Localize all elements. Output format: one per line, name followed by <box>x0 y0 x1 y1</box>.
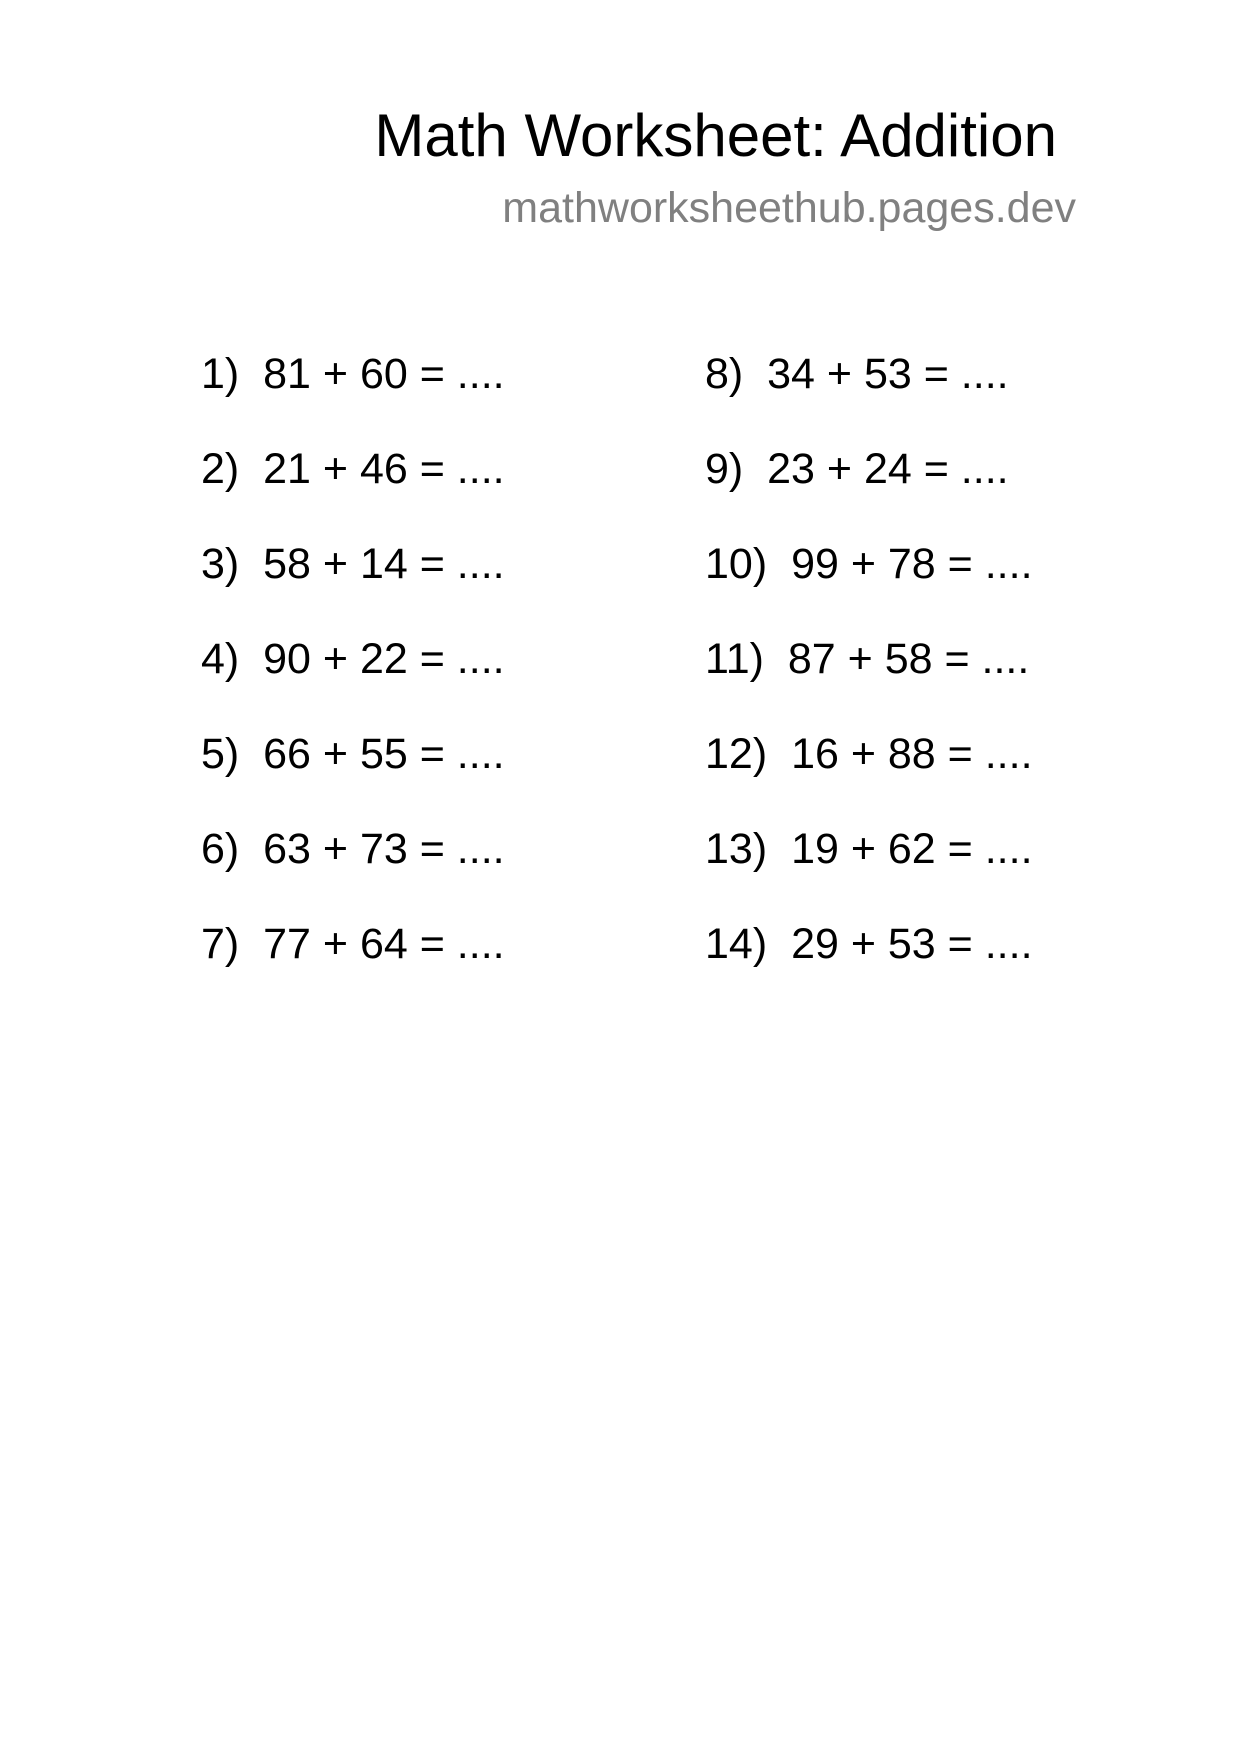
problem-expression: 66 + 55 = .... <box>263 730 505 778</box>
problem-number: 12) <box>705 730 768 778</box>
problem-expression: 90 + 22 = .... <box>263 635 505 683</box>
problem-expression: 77 + 64 = .... <box>263 920 505 968</box>
problem-item <box>201 726 505 821</box>
problem-item <box>201 631 505 726</box>
problem-item <box>201 821 505 916</box>
problem-expression: 58 + 14 = .... <box>263 540 505 588</box>
problem-expression: 23 + 24 = .... <box>767 445 1009 493</box>
problem-expression: 87 + 58 = .... <box>787 635 1030 683</box>
problem-expression: 19 + 62 = .... <box>791 825 1033 873</box>
worksheet-title: Math Worksheet: Addition <box>374 102 1057 169</box>
problem-item <box>705 821 1033 916</box>
website-url: mathworksheethub.pages.dev <box>502 184 1076 232</box>
problem-item <box>705 346 1033 441</box>
problem-expression: 16 + 88 = .... <box>791 730 1033 778</box>
problem-number: 2) <box>201 445 240 493</box>
problem-number: 4) <box>201 635 240 683</box>
problem-number: 7) <box>201 920 240 968</box>
problem-number: 5) <box>201 730 240 778</box>
problem-column-right <box>705 346 1033 1011</box>
problem-expression: 34 + 53 = .... <box>767 350 1009 398</box>
problem-item <box>201 916 505 1011</box>
problem-number: 13) <box>705 825 768 873</box>
problem-expression: 81 + 60 = .... <box>263 350 505 398</box>
problem-expression: 21 + 46 = .... <box>263 445 505 493</box>
problem-number: 1) <box>201 350 240 398</box>
problem-number: 11) <box>705 635 764 683</box>
problem-item <box>705 916 1033 1011</box>
problem-item <box>705 441 1033 536</box>
problem-item <box>201 536 505 631</box>
problem-item <box>201 441 505 536</box>
problem-expression: 29 + 53 = .... <box>791 920 1033 968</box>
problem-number: 3) <box>201 540 240 588</box>
problem-number: 14) <box>705 920 768 968</box>
problem-number: 8) <box>705 350 744 398</box>
problem-expression: 99 + 78 = .... <box>791 540 1033 588</box>
problem-item <box>705 631 1033 726</box>
problem-item <box>705 726 1033 821</box>
problem-expression: 63 + 73 = .... <box>263 825 505 873</box>
problem-number: 10) <box>705 540 768 588</box>
problem-item <box>705 536 1033 631</box>
problem-column-left <box>201 346 505 1011</box>
problem-number: 6) <box>201 825 240 873</box>
problem-number: 9) <box>705 445 744 493</box>
problem-item <box>201 346 505 441</box>
